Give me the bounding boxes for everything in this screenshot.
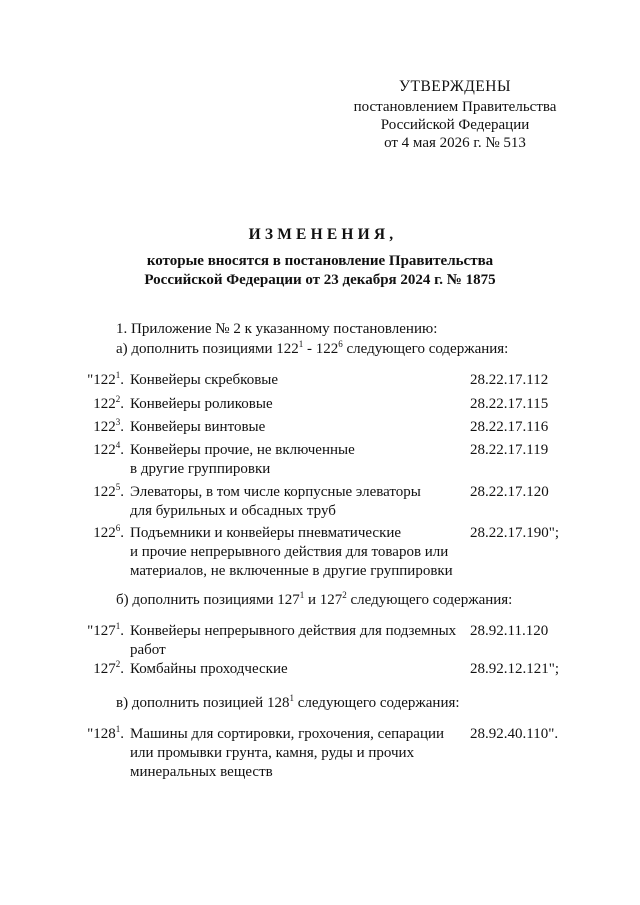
document-heading [0, 226, 640, 290]
position-code: 28.22.17.190"; [470, 525, 560, 541]
position-number: "$128^1$. [87, 724, 124, 742]
approval-block [330, 78, 580, 152]
position-name: Конвейеры прочие, не включенные в другие группировки [130, 442, 355, 477]
section-c-heading [116, 694, 460, 713]
position-code: 28.22.17.119 [470, 442, 549, 458]
position-name: Конвейеры скребковые [130, 372, 279, 388]
section-b-sup-1: 1 [299, 590, 305, 600]
position-name: Конвейеры винтовые [130, 419, 266, 435]
position-name: Конвейеры роликовые [130, 396, 273, 412]
section-b-text-1: б) дополнить позициями 127 [116, 592, 300, 608]
position-name: Элеваторы, в том числе корпусные элеваторы для бурильных и обсадных труб [130, 484, 421, 519]
position-number: $127^2$. [93, 659, 124, 677]
section-a-heading [116, 340, 508, 359]
section-b-heading [116, 591, 512, 610]
position-code: 28.22.17.112 [470, 372, 549, 388]
document-title: ИЗМЕНЕНИЯ, [248, 226, 398, 243]
position-number: "$127^1$. [87, 621, 124, 639]
section-b-text-2: и 127 [304, 592, 343, 608]
position-code: 28.92.40.110". [470, 726, 559, 742]
item-1: 1. Приложение № 2 к указанному постановлению: [116, 321, 438, 337]
position-number: $122^5$. [93, 482, 124, 500]
section-a-text-2: - 122 [303, 341, 339, 357]
approval-line-3: от 4 мая 2026 г. № 513 [384, 135, 526, 151]
position-number: $122^6$. [93, 523, 124, 541]
document-subtitle-1: которые вносятся в постановление Правительства [146, 253, 494, 269]
section-b-text-3: следующего содержания: [346, 592, 513, 608]
section-a-text-1: а) дополнить позициями 122 [116, 341, 299, 357]
section-a-sup-2: 6 [338, 339, 343, 349]
approval-line-1: постановлением Правительства [353, 99, 557, 115]
position-code: 28.22.17.116 [470, 419, 549, 435]
position-name: Конвейеры непрерывного действия для подземных работ [130, 623, 457, 658]
position-name: Комбайны проходческие [130, 661, 288, 677]
approval-title: УТВЕРЖДЕНЫ [399, 78, 511, 95]
position-code: 28.22.17.120 [470, 484, 549, 500]
position-name: Машины для сортировки, грохочения, сепарации или промывки грунта, камня, руды и прочих минеральных веществ [130, 726, 445, 780]
section-c-text-1: в) дополнить позицией 128 [116, 695, 290, 711]
position-number: "$122^1$. [87, 370, 124, 388]
section-c-sup-1: 1 [289, 693, 294, 703]
position-code: 28.22.17.115 [470, 396, 549, 412]
position-number: $122^2$. [93, 394, 124, 412]
section-a-text-3: следующего содержания: [342, 341, 509, 357]
section-b-sup-2: 2 [342, 590, 347, 600]
document-subtitle-2: Российской Федерации от 23 декабря 2024 г. № 1875 [144, 272, 496, 288]
section-c-text-2: следующего содержания: [293, 695, 460, 711]
position-number: $122^4$. [93, 440, 124, 458]
position-code: 28.92.11.120 [470, 623, 549, 639]
position-name: Подъемники и конвейеры пневматические и прочие непрерывного действия для товаров или материалов, не включенные в другие группировки [130, 525, 453, 579]
position-code: 28.92.12.121"; [470, 661, 560, 677]
position-number: $122^3$. [93, 417, 124, 435]
section-a-sup-1: 1 [298, 339, 304, 349]
approval-line-2: Российской Федерации [380, 117, 530, 133]
